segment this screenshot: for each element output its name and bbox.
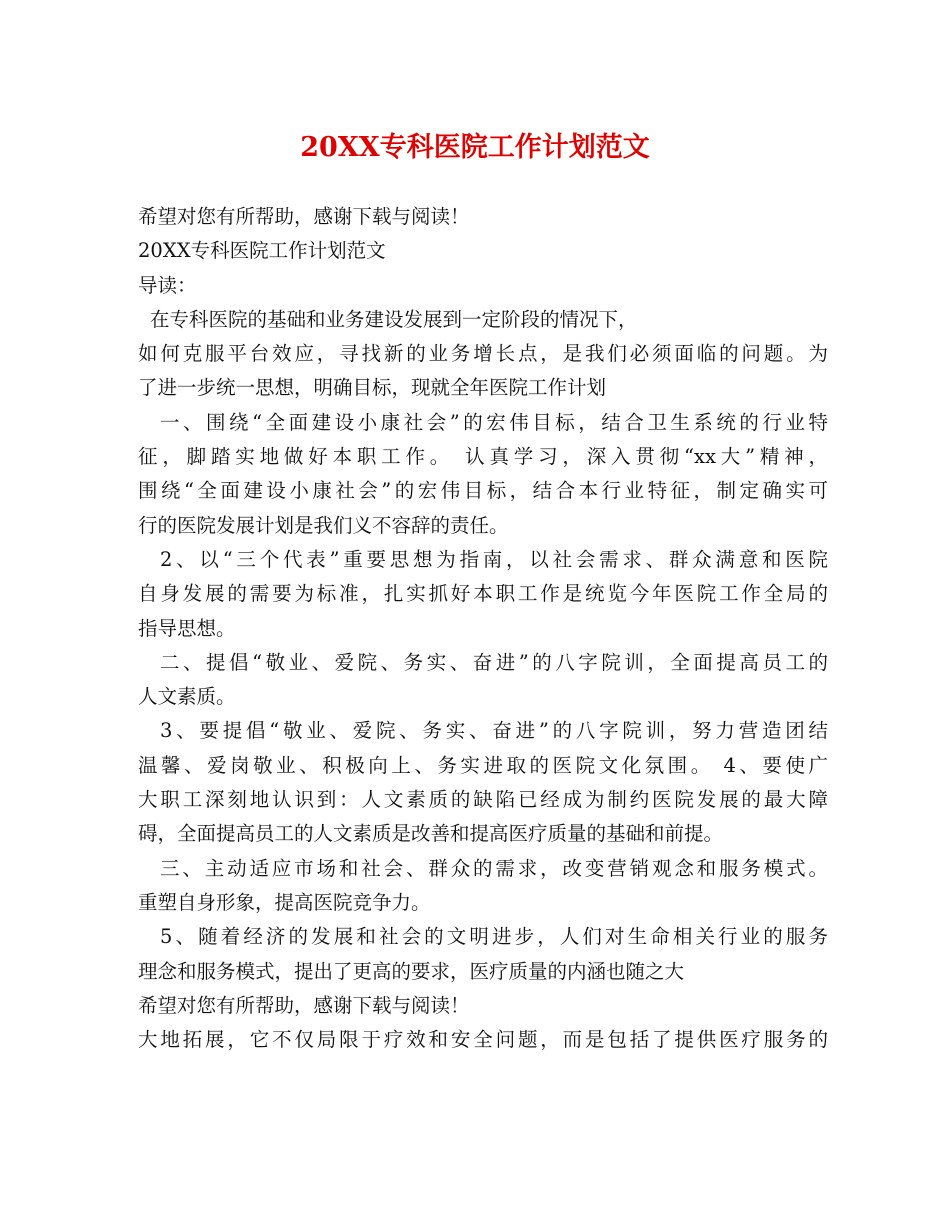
text-line: 行的医院发展计划是我们义不容辞的责任。 xyxy=(138,513,509,537)
text-line: 5、随着经济的发展和社会的文明进步，人们对生命相关行业的服务 xyxy=(160,925,828,949)
text-line: 碍，全面提高员工的人文素质是改善和提高医疗质量的基础和前提。 xyxy=(138,822,724,846)
text-line: 3、要提倡“敬业、爱院、务实、奋进”的八字院训，努力营造团结 xyxy=(160,719,828,743)
document-body xyxy=(138,200,828,1057)
text-line: 大地拓展，它不仅局限于疗效和安全问题，而是包括了提供医疗服务的 xyxy=(138,1028,828,1052)
text-line: 希望对您有所帮助，感谢下载与阅读！ xyxy=(138,205,470,228)
text-line: 一、围绕“全面建设小康社会”的宏伟目标，结合卫生系统的行业特 xyxy=(160,410,828,434)
text-line: 了进一步统一思想，明确目标，现就全年医院工作计划 xyxy=(138,376,607,400)
text-line: 希望对您有所帮助，感谢下载与阅读！ xyxy=(138,993,470,1017)
text-line: 自身发展的需要为标准，扎实抓好本职工作是统览今年医院工作全局的 xyxy=(138,582,828,606)
text-line: 温馨、爱岗敬业、积极向上、务实进取的医院文化氛围。 4、要使广 xyxy=(138,753,828,777)
text-line: 人文素质。 xyxy=(138,685,236,709)
text-line: 大职工深刻地认识到：人文素质的缺陷已经成为制约医院发展的最大障 xyxy=(138,788,828,812)
text-line: 围绕“全面建设小康社会”的宏伟目标，结合本行业特征，制定确实可 xyxy=(138,479,828,503)
text-line: 在专科医院的基础和业务建设发展到一定阶段的情况下， xyxy=(150,307,638,331)
text-line: 20XX专科医院工作计划范文 xyxy=(138,239,386,263)
text-line: 理念和服务模式，提出了更高的要求，医疗质量的内涵也随之大 xyxy=(138,959,685,983)
document-title: 20XX专科医院工作计划范文 xyxy=(300,132,650,163)
text-line: 2、以“三个代表”重要思想为指南，以社会需求、群众满意和医院 xyxy=(160,547,828,571)
text-line: 三、主动适应市场和社会、群众的需求，改变营销观念和服务模式。 xyxy=(160,856,828,880)
text-line: 如何克服平台效应，寻找新的业务增长点，是我们必须面临的问题。为 xyxy=(138,342,828,366)
text-line: 重塑自身形象，提高医院竞争力。 xyxy=(138,890,431,914)
text-line: 导读： xyxy=(138,273,197,297)
text-line: 征，脚踏实地做好本职工作。 认真学习，深入贯彻“xx大”精神， xyxy=(138,445,828,469)
text-line: 二、提倡“敬业、爱院、务实、奋进”的八字院训，全面提高员工的 xyxy=(160,650,828,674)
text-line: 指导思想。 xyxy=(138,616,236,640)
